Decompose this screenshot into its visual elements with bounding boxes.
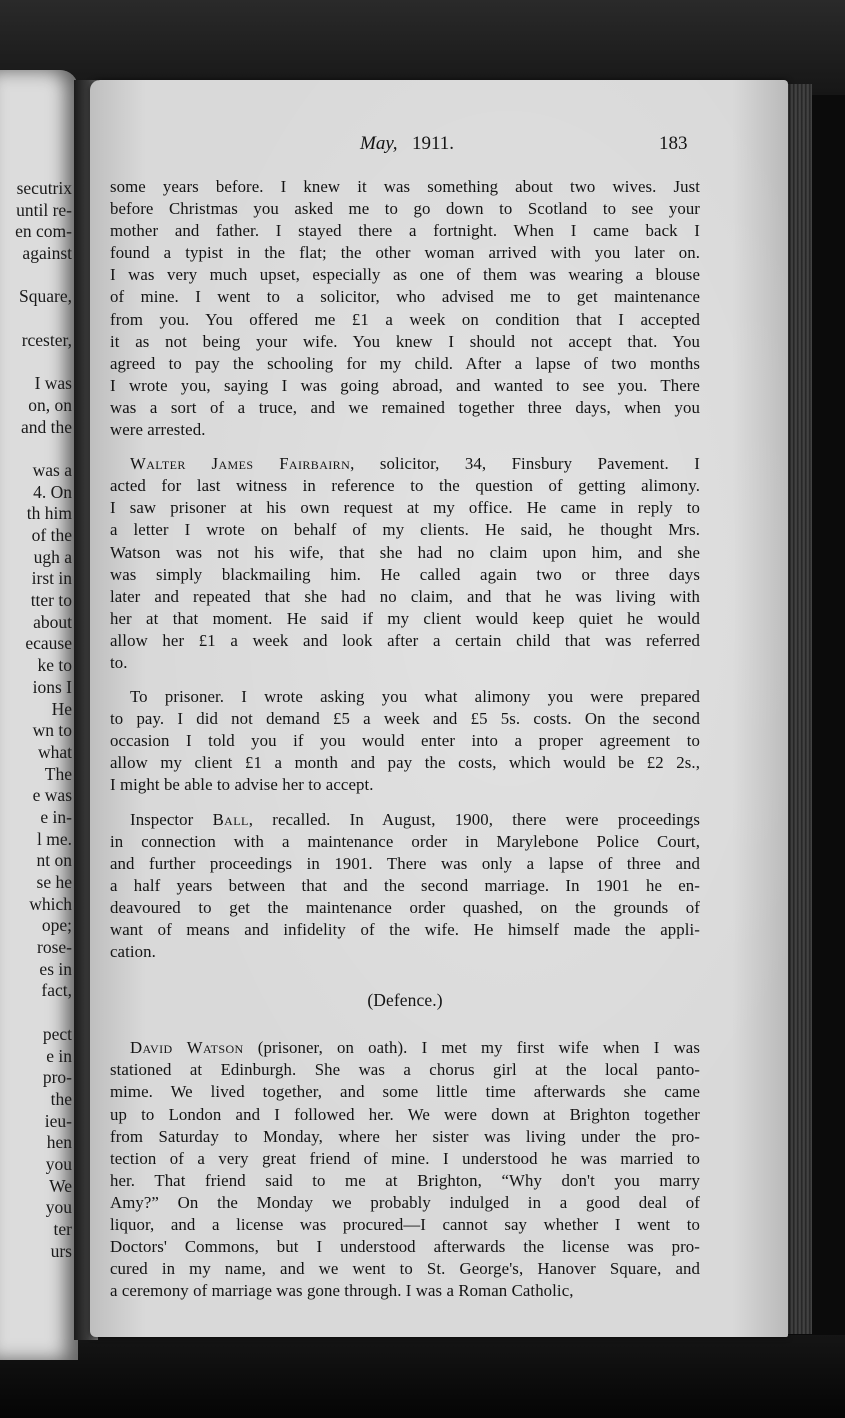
text-line bbox=[110, 608, 700, 630]
text-line bbox=[110, 542, 700, 564]
left-page-line: pro- bbox=[42, 1067, 72, 1088]
right-page bbox=[90, 80, 788, 1337]
left-page-line: es in bbox=[39, 958, 72, 979]
line-text: , solicitor, 34, Finsbury Pavement. I bbox=[350, 454, 700, 474]
text-line bbox=[110, 198, 700, 220]
text-line bbox=[110, 897, 700, 919]
left-page-line: rcester, bbox=[21, 329, 72, 350]
line-text: to pay. I did not demand £5 a week and £5 5s. costs. On the second bbox=[110, 709, 700, 729]
left-page-line: se he bbox=[36, 872, 72, 892]
text-line bbox=[110, 1126, 700, 1148]
line-text: mother and father. I stayed there a fortnight. When I came back I bbox=[110, 221, 700, 241]
text-line bbox=[110, 331, 700, 353]
text-line bbox=[110, 1170, 700, 1192]
line-text: a letter I wrote on behalf of my clients. He said, he thought Mrs. bbox=[110, 520, 700, 540]
left-page-line: fact, bbox=[41, 980, 72, 1001]
left-page-line: until re- bbox=[16, 199, 72, 220]
text-line bbox=[110, 286, 700, 308]
left-page-line: l me. bbox=[37, 828, 72, 849]
left-page-line: you bbox=[45, 1153, 72, 1174]
line-text: deavoured to get the maintenance order quashed, on the grounds of bbox=[110, 897, 700, 917]
text-line bbox=[110, 686, 700, 708]
text-line bbox=[110, 730, 700, 752]
text-line bbox=[110, 497, 700, 519]
left-page-line: ugh a bbox=[33, 546, 72, 567]
left-page-line bbox=[15, 1002, 72, 1024]
section-heading: (Defence.) bbox=[367, 990, 443, 1011]
text-line bbox=[110, 941, 700, 963]
header-month: May, bbox=[360, 133, 398, 154]
running-header bbox=[90, 133, 788, 159]
text-line bbox=[110, 1148, 700, 1170]
line-text: liquor, and a license was procured—I cannot say whether I went to bbox=[110, 1215, 700, 1235]
left-page-line: e in bbox=[46, 1045, 72, 1066]
text-line bbox=[110, 353, 700, 375]
line-text: were arrested. bbox=[110, 420, 206, 440]
left-page-line: and the bbox=[20, 416, 72, 437]
paragraph bbox=[110, 453, 700, 674]
left-page-line: en com- bbox=[15, 221, 72, 242]
line-text: , recalled. In August, 1900, there were proceedings bbox=[248, 809, 700, 829]
text-line bbox=[110, 809, 700, 831]
text-line bbox=[110, 586, 700, 608]
line-text: it as not being your wife. You knew I should not accept that. You bbox=[110, 331, 700, 351]
line-text: Doctors' Commons, but I understood afterwards the license was pro- bbox=[110, 1237, 700, 1257]
line-text: want of means and infidelity of the wife. He himself made the appli- bbox=[110, 920, 700, 939]
text-line bbox=[110, 264, 700, 286]
text-line bbox=[110, 708, 700, 730]
left-page-line: rose- bbox=[37, 937, 72, 958]
line-text: I was very much upset, especially as one of them was wearing a blouse bbox=[110, 265, 700, 285]
text-line bbox=[110, 1081, 700, 1103]
left-page-line: e was bbox=[32, 785, 72, 806]
text-line bbox=[110, 1214, 700, 1236]
paragraph bbox=[110, 809, 700, 964]
text-line bbox=[110, 774, 700, 796]
paragraph bbox=[110, 1037, 700, 1302]
text-line bbox=[110, 397, 700, 419]
left-page-line: on, on bbox=[28, 394, 72, 415]
text-line bbox=[110, 1236, 700, 1258]
left-page-line: wn to bbox=[32, 720, 72, 741]
line-text: Watson was not his wife, that she had no claim upon him, and she bbox=[110, 542, 700, 562]
line-text: was simply blackmailing him. He called again two or three days bbox=[110, 564, 700, 584]
line-text: later and repeated that she had no claim, and that he was living with bbox=[110, 586, 700, 606]
text-line bbox=[110, 1280, 700, 1302]
left-page-line: what bbox=[37, 741, 72, 762]
line-text: allow my client £1 a month and pay the costs, which would be £2 2s., bbox=[110, 753, 700, 773]
left-page-line: which bbox=[29, 893, 72, 914]
text-line bbox=[110, 853, 700, 875]
left-page-line: The bbox=[44, 763, 72, 784]
text-line bbox=[110, 1258, 700, 1280]
line-text: up to London and I followed her. We were down at Brighton together bbox=[110, 1104, 700, 1124]
left-page-line bbox=[15, 265, 72, 287]
left-page-line: I was bbox=[34, 373, 72, 394]
left-page-line: ecause bbox=[25, 633, 72, 654]
line-text: (prisoner, on oath). I met my first wife when I was bbox=[243, 1038, 700, 1058]
body-text bbox=[110, 176, 700, 1302]
line-text: from you. You offered me £1 a week on condition that I accepted bbox=[110, 309, 700, 329]
line-text: was a sort of a truce, and we remained together three days, when you bbox=[110, 397, 700, 417]
left-page-line: the bbox=[50, 1088, 72, 1109]
line-prefix: Inspector bbox=[130, 809, 213, 829]
line-text: and further proceedings in 1901. There was only a lapse of three and bbox=[110, 853, 700, 873]
paragraph bbox=[110, 176, 700, 441]
paragraph bbox=[110, 686, 700, 796]
left-page-line: 4. On bbox=[33, 481, 72, 502]
line-text: occasion I told you if you would enter into a proper agreement to bbox=[110, 731, 700, 751]
left-page-line: secutrix bbox=[16, 178, 72, 198]
text-line bbox=[110, 309, 700, 331]
left-page-line bbox=[15, 308, 72, 330]
speaker-name: Ball bbox=[212, 809, 249, 829]
header-year: 1911. bbox=[412, 133, 455, 154]
line-text: her. That friend said to me at Brighton, “Why don't you marry bbox=[110, 1170, 700, 1190]
line-text: I might be able to advise her to accept. bbox=[110, 775, 374, 795]
left-page-line: Square, bbox=[19, 286, 72, 307]
left-page-line: irst in bbox=[31, 568, 72, 589]
left-page-line: pect bbox=[42, 1023, 72, 1044]
page-edges bbox=[786, 84, 812, 1334]
left-page-line: of the bbox=[31, 525, 72, 545]
left-page-line: ope; bbox=[41, 915, 72, 936]
left-page-line: He bbox=[51, 698, 72, 719]
line-text: acted for last witness in reference to the question of getting alimony. bbox=[110, 476, 700, 496]
line-text: cured in my name, and we went to St. George's, Hanover Square, and bbox=[110, 1259, 700, 1279]
left-page-line: was a bbox=[32, 459, 72, 480]
left-page-line: urs bbox=[50, 1240, 72, 1261]
left-page-fragment bbox=[0, 70, 78, 1360]
text-line bbox=[110, 630, 700, 652]
left-page-line: about bbox=[33, 611, 72, 632]
text-line bbox=[110, 453, 700, 475]
line-text: to. bbox=[110, 652, 128, 672]
line-text: of mine. I went to a solicitor, who advised me to get maintenance bbox=[110, 287, 700, 307]
text-line bbox=[110, 519, 700, 541]
left-page-text-column bbox=[15, 178, 72, 1262]
line-text: from Saturday to Monday, where her sister was living under the pro- bbox=[110, 1126, 700, 1146]
line-text: To prisoner. I wrote asking you what alimony you were prepared bbox=[130, 687, 700, 707]
text-line bbox=[110, 652, 700, 674]
text-line bbox=[110, 375, 700, 397]
speaker-name: Walter James Fairbairn bbox=[130, 454, 351, 474]
line-text: some years before. I knew it was something about two wives. Just bbox=[110, 177, 700, 196]
text-line bbox=[110, 752, 700, 774]
line-text: her at that moment. He said if my client would keep quiet he would bbox=[110, 608, 700, 628]
text-line bbox=[110, 475, 700, 497]
line-text: before Christmas you asked me to go down to Scotland to see your bbox=[110, 199, 700, 219]
text-line bbox=[110, 875, 700, 897]
text-line bbox=[110, 220, 700, 242]
left-page-line: e in- bbox=[40, 806, 72, 827]
line-text: cation. bbox=[110, 942, 156, 962]
line-text: agreed to pay the schooling for my child. After a lapse of two months bbox=[110, 353, 700, 373]
left-page-line: We bbox=[49, 1175, 72, 1196]
line-text: mime. We lived together, and some little time afterwards she came bbox=[110, 1082, 700, 1102]
page-number: 183 bbox=[659, 133, 688, 154]
text-line bbox=[110, 831, 700, 853]
text-line bbox=[110, 919, 700, 941]
line-text: a half years between that and the second marriage. In 1901 he en- bbox=[110, 875, 700, 895]
line-text: a ceremony of marriage was gone through. I was a Roman Catholic, bbox=[110, 1281, 574, 1301]
left-page-line bbox=[15, 352, 72, 374]
text-line bbox=[110, 242, 700, 264]
text-line bbox=[110, 1037, 700, 1059]
left-page-line: you bbox=[45, 1197, 72, 1218]
line-text: in connection with a maintenance order in Marylebone Police Court, bbox=[110, 831, 700, 851]
left-page-line: tter to bbox=[30, 590, 72, 611]
text-line bbox=[110, 1192, 700, 1214]
line-text: Amy?” On the Monday we probably indulged in a good deal of bbox=[110, 1192, 700, 1212]
left-page-line: against bbox=[22, 243, 72, 264]
left-page-line: hen bbox=[46, 1132, 72, 1153]
text-line bbox=[110, 1104, 700, 1126]
text-line bbox=[110, 1059, 700, 1081]
line-text: stationed at Edinburgh. She was a chorus girl at the local panto- bbox=[110, 1060, 700, 1080]
left-page-line: nt on bbox=[36, 850, 72, 871]
left-page-line: ions I bbox=[32, 676, 72, 697]
line-text: I saw prisoner at his own request at my office. He came in reply to bbox=[110, 498, 700, 518]
left-page-line: th him bbox=[26, 503, 72, 524]
text-line bbox=[110, 176, 700, 198]
line-text: tection of a very great friend of mine. I understood he was married to bbox=[110, 1148, 700, 1168]
text-line bbox=[110, 564, 700, 586]
left-page-line bbox=[15, 438, 72, 460]
speaker-name: David Watson bbox=[130, 1038, 244, 1058]
left-page-line: ke to bbox=[37, 655, 72, 676]
line-text: I wrote you, saying I was going abroad, and wanted to see you. There bbox=[110, 375, 700, 395]
background-bottom bbox=[0, 1335, 845, 1418]
left-page-line: ieu- bbox=[44, 1110, 72, 1131]
text-line bbox=[110, 419, 700, 441]
line-text: allow her £1 a week and look after a certain child that was referred bbox=[110, 630, 700, 650]
left-page-line: ter bbox=[53, 1219, 72, 1239]
line-text: found a typist in the flat; the other woman arrived with you later on. bbox=[110, 243, 700, 263]
